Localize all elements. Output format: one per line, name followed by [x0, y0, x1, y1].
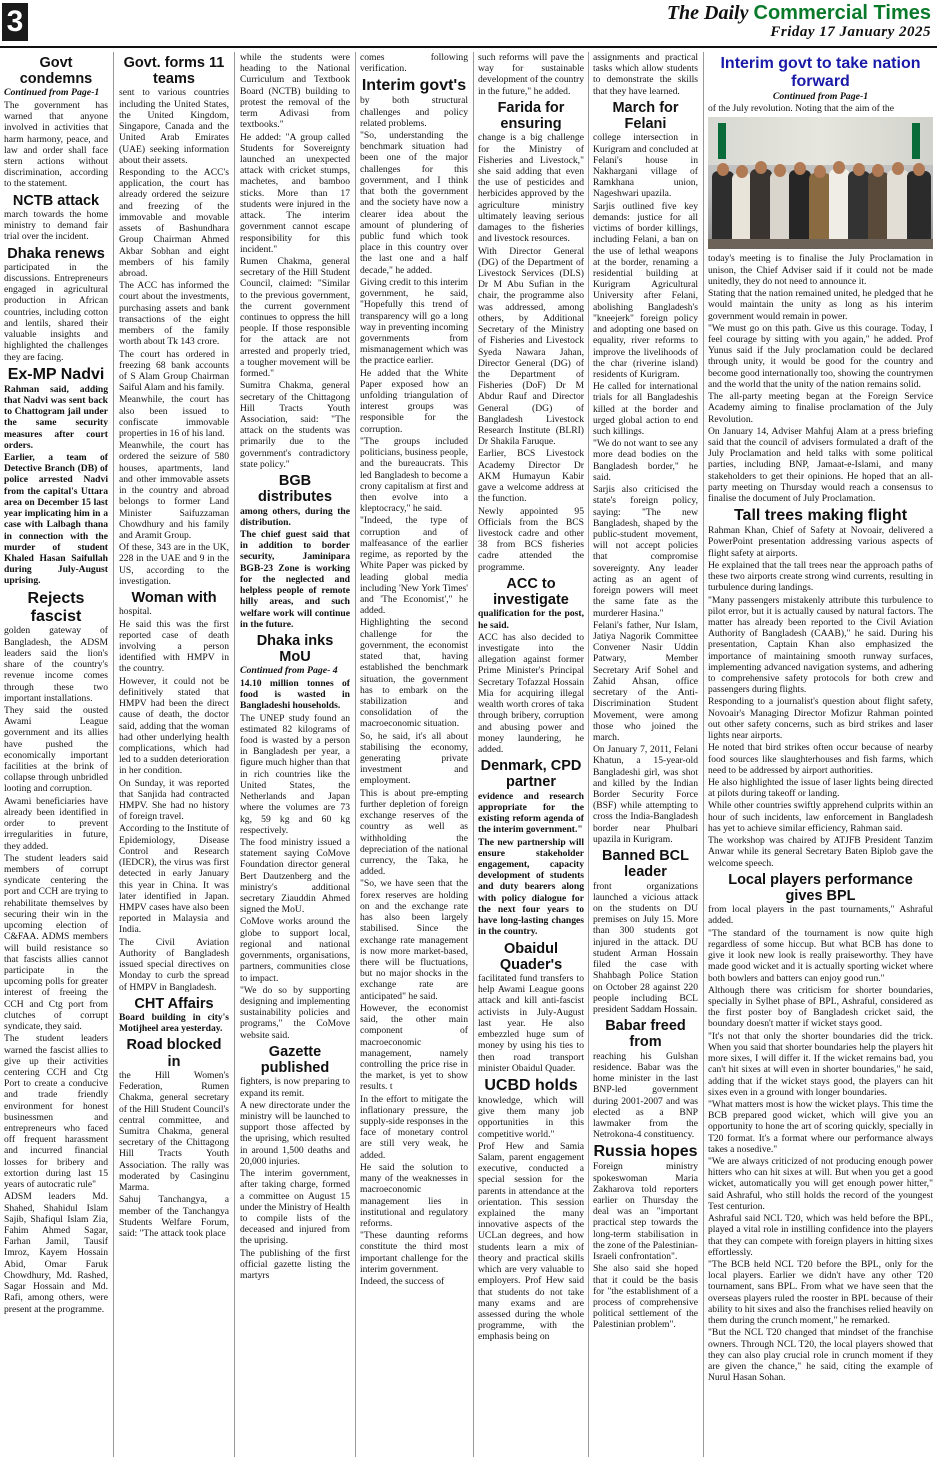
paragraph: He said this was the first reported case of death involving a person identified with HMPV in the country.: [119, 618, 229, 675]
paragraph: However, it could not be definitively stated that HMPV had been the direct cause of death, the doctor said, adding that the woman had other underlying health complications, which had led to a sudden deterioration in her condition.: [119, 675, 229, 777]
paragraph: knowledge, which will give them many job opportunities in this competitive world.": [478, 1094, 584, 1140]
paragraph: Foreign ministry spokeswoman Maria Zakharova told reporters earlier on Thursday the deal was an "important practical step towards the long-term stabilisation in the zone of the Palestinian-Israeli confrontation".: [593, 1161, 698, 1263]
headline-cht-affairs: CHT Affairs: [134, 995, 214, 1012]
paragraph: ACC has also decided to investigate into the allegation against former Prime Minister's Principal Secretary Tofazzal Hossain Mia for acquiring illegal wealth worth crores of taka through bribery, corruption and abusing power and money laundering, he added.: [478, 631, 584, 755]
paragraph: Stating that the nation remained united, he pledged that he would maintain the unity as long as his interim government would remain in power.: [708, 288, 933, 322]
continued-label: Continued from Page-1: [772, 90, 869, 102]
headline-denmark-cpd-partner: Denmark, CPD partner: [480, 758, 582, 791]
column-1: [4, 52, 108, 1457]
paragraph: Indeed, the success of: [360, 1276, 445, 1288]
paragraph: "Many passengers mistakenly attribute this turbulence to pilot error, but it is actually caused by natural factors. The matter has already been reported to the Civil Aviation Authority of Bangladesh (CAAB)," he said. During his presentation, Captain Khan also emphasized the importance of maintaining smooth runway surfaces, implementing advanced navigation systems, and adhering to comprehensive safety protocols for both crew and passengers during flights.: [708, 594, 933, 696]
paragraph: "Indeed, the type of corruption and of malfeasance of the earlier regime, as reported by the White Paper was picked by leading global media including 'New York Times' and 'The Economist'," he added.: [360, 515, 468, 617]
paragraph: Rumen Chakma, general secretary of the Hill Student Council, claimed: "Similar to the previous government, the current government continues to oppress the hill people. If those responsible for the attack are not arrested and properly tried, a tougher movement will be formed.": [240, 255, 350, 380]
paragraph: On January 7, 2011, Felani Khatun, a 15-year-old Bangladeshi girl, was shot and killed by the Indian Border Security Force (BSF) while attempting to cross the India-Bangladesh border near Phulbari upazila in Kurigram.: [593, 744, 698, 845]
paragraph: such reforms will pave the way for sustainable development of the country in the future," he added.: [478, 52, 584, 97]
paragraph: "So, understanding the benchmark situation had been one of the major challenges for this government, and I think that both the government and the society have now a clearer idea about the amount of plundering of public fund which took place in this country over the last one and a half decade," he added.: [360, 130, 468, 276]
paragraph: golden gateway of Bangladesh, the ADSM leaders said the lion's share of the country's revenue income comes through these two important installations.: [4, 625, 108, 704]
continued-label: Continued from Page-1: [4, 87, 100, 99]
paragraph: While other countries swiftly apprehend culprits within an hour of such incidents, law enforcement in Bangladesh has yet to achieve similar efficiency, Rahman said.: [708, 800, 933, 834]
paragraph: Highlighting the second challenge for the government, the economist stated that, having established the benchmark situation, the government has to embark on the stabilization and consolidation of the macroeconomic situation.: [360, 617, 468, 730]
paragraph: They said the ousted Awami League government and its allies have pushed the economically important facilities at the brink of collapse through unbridled looting and corruption.: [4, 704, 108, 795]
headline-acc-to-investigate: ACC to investigate: [493, 575, 569, 609]
paragraph: Responding to the ACC's application, the court has already ordered the seizure and freezing of the immovable and movable assets of Bashundhara Group Chairman Ahmed Akbar Sobhan and eight members of his family abroad.: [119, 167, 229, 279]
paragraph: Sumitra Chakma, general secretary of the Chittagong Hill Tracts Youth Association, said: "The attack on the students was primarily due to the government's contradictory state policy.": [240, 380, 350, 470]
paragraph: He noted that bird strikes often occur because of nearby food sources like slaughterhouses and fish farms, which need to be addressed by airport authorities.: [708, 742, 933, 776]
column-7: [708, 52, 933, 1457]
paragraph: He also highlighted the issue of laser lights being directed at pilots during takeoff or landing.: [708, 777, 933, 800]
headline-govt-forms-teams: Govt. forms 11 teams: [123, 55, 225, 88]
column-divider: [703, 52, 704, 1457]
paragraph: "What matters most is how the wicket plays. This time the BCB prepared good wicket, which will give you an opportunity to hone the art of scoring quickly, specially in T20 format. It's a format where our performance always takes a nosedive.": [708, 1098, 933, 1155]
column-divider: [355, 52, 356, 1457]
paragraph: hospital.: [119, 606, 152, 618]
paragraph: He explained that the tall trees near the approach paths of these two airports create strong wind currents, resulting in turbulence during landings.: [708, 559, 933, 594]
paragraph: facilitated fund transfers to help Awami League goons attack and kill anti-fascist activists in July-August last year. He also embezzled huge sum of money by using his ties to then road transport minister Obaidul Quader.: [478, 972, 584, 1074]
paragraph: "We do not want to see any more dead bodies on the Bangladesh border," he said.: [593, 438, 698, 483]
paragraph: Ashraful said NCL T20, which was held before the BPL, played a vital role in instilling confidence into the players that they can compete with foreign players in hitting sixes effortlessly.: [708, 1213, 933, 1258]
issue-date: Friday 17 January 2025: [770, 24, 931, 40]
paragraph: "We must go on this path. Give us this courage. Today, I feel courage by sitting with you again," he added. Prof Yunus said if the July proclamation could be declared through unity, it would be good for the country and become good internationally too, showing the countrymen and the world that the unity of the nation remains solid.: [708, 322, 933, 390]
paragraph: The chief guest said that in addition to border security, Jaminipara BGB-23 Zone is working for the neglected and helpless people of remote hilly areas, and such welfare work will continue in the future.: [240, 529, 350, 630]
masthead-rule: [0, 46, 937, 48]
paragraph: CoMove works around the globe to support local, regional and national governments, organisations, partners, communities close to impact.: [240, 916, 350, 984]
paragraph: from local players in the past tournaments," Ashraful added.: [708, 904, 933, 927]
paragraph: "The groups included politicians, business people, and the bureaucrats. This led Bangladesh to become a crony capitalism at first and then evolve into a kleptocracy," he said.: [360, 435, 468, 515]
paragraph: On January 14, Adviser Mahfuj Alam at a press briefing said that the council of advisers formulated a draft of the July Proclamation and held talks with some political parties, including BNP, Jamaat-e-Islami, and many stakeholders to get their opinions. He hoped that an all-party meeting on Thursday would reach a consensus to finalise the document of July Proclamation.: [708, 425, 933, 505]
paragraph: Rahman said, adding that Nadvi was sent back to Chattogram jail under the same security measures after court orders.: [4, 383, 108, 451]
headline-road-blocked: Road blocked in: [126, 1037, 222, 1070]
paragraph: participated in the discussions. Entrepreneurs engaged in agricultural production in African countries, including cotton and lentils, shared their valuable insights and highlighted the challenges they are facing.: [4, 261, 108, 363]
paragraph: comes following verification.: [360, 52, 468, 75]
paragraph: She also said she hoped that it could be the basis for "the establishment of a process of comprehensive political settlement of the Palestinian problem".: [593, 1263, 698, 1331]
paragraph: "But the NCL T20 changed that mindset of the franchise owners. Through NCL T20, the local players showed that they can also play crucial role in crunch moment if they are given the chance," he said, citing the example of Nurul Hasan Sohan.: [708, 1327, 933, 1384]
paragraph: "We do so by supporting designing and implementing sustainability policies and programs," the CoMove website said.: [240, 984, 350, 1041]
paragraph: He added that the White Paper exposed how an unfolding triangulation of interest groups was responsible for the corruption.: [360, 367, 468, 435]
paragraph: The new partnership will ensure stakeholder engagement, capacity development of students and duty bearers along with policy dialogue for the next four years to have long-lasting changes in the country.: [478, 836, 584, 938]
paragraph: Felani's father, Nur Islam, Jatiya Nagorik Committee Convener Nasir Uddin Patwary, Member Secretary Arif Sohel and Zahid Ahsan, office secretary of the Anti-Discrimination Student Movement, were among those who joined the march.: [593, 619, 698, 743]
paragraph: "We are always criticized of not producing enough power hitters who can hit sixes at will. But when you get a good wicket, automatically you will get enough power hitter," said Ashraful, who still holds the record of the youngest Test centurion.: [708, 1156, 933, 1212]
column-3: [240, 52, 350, 1457]
paragraph: According to the Institute of Epidemiology, Disease Control and Research (IEDCR), the virus was first detected in early January this year in China. It was later identified in Japan. HMPV cases have also been reported in Malaysia and India.: [119, 823, 229, 936]
paragraph: the Hill Women's Federation, Rumen Chakma, general secretary of the Hill Student Council's central committee, and Sumitra Chakma, general secretary of the Chittagong Hill Tracts Youth Association. The rally was moderated by Casinginu Marma.: [119, 1069, 229, 1194]
paragraph: Sarjis also criticised the state's foreign policy, saying: "The new Bangladesh, shaped by the public-student movement, will not accept policies that compromise sovereignty. Any leader acting as an agent of foreign powers will meet the same fate as the murderer Hasina.": [593, 484, 698, 619]
headline-tall-trees: Tall trees making flight: [733, 507, 908, 525]
column-5: [478, 52, 584, 1457]
paragraph: The workshop was chaired by ATJFB President Tanzim Anwar while its general Secretary Baten Biplob gave the welcome speech.: [708, 835, 933, 869]
paragraph: ADSM leaders Md. Shahed, Shahidul Islam Sajib, Shafiqul Islam Zia, Fahim Ahmed Sagar, Farhan Jamil, Tausif Imroz, Kayem Hossain Abid, Omar Faruk Chowdhury, Md. Rashed, Sagar Hossain and Md. Rafi, among others, were present at the programme.: [4, 1191, 108, 1315]
headline-obaidul-quaders: Obaidul Quader's: [499, 940, 563, 973]
paragraph: Of these, 343 are in the UK, 228 in the UAE and 9 in the US, according to the investigation.: [119, 542, 229, 587]
paragraph: today's meeting is to finalise the July Proclamation in unison, the Chief Adviser said if it could not be made unitedly, they do not need to announce it.: [708, 253, 933, 287]
headline-farida-for-ensuring: Farida for ensuring: [497, 99, 565, 133]
paragraph: Although there was criticism for shorter boundaries, specially in Sylhet phase of BPL, Ashraful, considered as the first poster boy of Bangladesh cricket said, the boundary doesn't matter if wicket stays good.: [708, 984, 933, 1030]
headline-woman-with: Woman with: [131, 590, 217, 607]
paragraph: Awami beneficiaries have already been identified in order to prevent irregularities in future, they added.: [4, 795, 108, 852]
paragraph: In the effort to mitigate the inflationary pressure, the supply-side responses in the face of monetary control are still very weak, he added.: [360, 1093, 468, 1161]
headline-bgb-distributes: BGB distributes: [257, 473, 333, 506]
headline-govt-condemns: Govt condemns: [19, 55, 93, 88]
headline-dhaka-renews: Dhaka renews: [7, 245, 105, 262]
paragraph: of the July revolution. Noting that the aim of the: [708, 103, 894, 115]
headline-gazette-published: Gazette published: [260, 1043, 330, 1077]
column-divider: [473, 52, 474, 1457]
column-divider: [234, 52, 235, 1457]
paragraph: The food ministry issued a statement saying CoMove Foundation director general Bert Dautzenberg and the ministry's additional secretary Ziauddin Ahmed signed the MoU.: [240, 836, 350, 916]
newspaper-name: [667, 2, 931, 25]
column-2: [119, 52, 229, 1457]
paragraph: by both structural challenges and policy related problems.: [360, 95, 468, 129]
paragraph: change is a big challenge for the Ministry of Fisheries and Livestock," she said adding that even the use of pesticides and herbicides approved by the agriculture ministry ultimately leaving serious damages to the fisheries and livestock resources.: [478, 132, 584, 245]
page-number: 3: [2, 3, 28, 41]
paragraph: Meanwhile, the court has also been issued to confiscate immovable properties in 16 of his land.: [119, 394, 229, 440]
headline-ex-mp-nadvi: Ex-MP Nadvi: [7, 365, 105, 383]
column-divider: [113, 52, 114, 1457]
paragraph: "It's not that only the shorter boundaries did the trick. When you said that shorter boundaries help the players hit more sixes, I will differ it. If the wicket remains bad, you can't hit sixes at will even in shorter boundaries," he said, adding that if the wicket stays good, the players can hit sixes even in a ground with longer boundaries.: [708, 1030, 933, 1098]
paragraph: Responding to a journalist's question about flight safety, Novoair's Managing Director Mofizur Rahman pointed out other safety concerns, such as bird strikes and laser lights near airports.: [708, 696, 933, 742]
paragraph: The ACC has informed the court about the investments, purchasing assets and bank transactions of the eight members of the family worth about Tk 143 crore.: [119, 280, 229, 348]
paragraph: front organizations launched a vicious attack on the students on DU premises on July 15. More than 300 students got injured in the attack. DU student Arman Hossain filed the case with Shahbagh Police Station on October 28 against 220 people including BCL president Saddam Hossain.: [593, 880, 698, 1015]
paragraph: The publishing of the first official gazette listing the martyrs: [240, 1247, 350, 1282]
paragraph: march towards the home ministry to demand fair trial over the incident.: [4, 208, 108, 243]
headline-dhaka-inks-mou: Dhaka inks MoU: [256, 632, 334, 666]
paragraph: sent to various countries including the United States, the United Kingdom, Singapore, Canada and the United Arab Emirates (UAE) seeking information about their assets.: [119, 87, 229, 166]
paragraph: Earlier, a team of Detective Branch (DB) of police arrested Nadvi from the capital's Uttara area on December 15 last year implicating him in a case with Lalbagh thana in connection with the murder of student Khaled Hasan Saifullah during July-August uprising.: [4, 451, 108, 587]
headline-banned-bcl-leader: Banned BCL leader: [602, 848, 689, 881]
paragraph: The court has ordered in freezing 68 bank accounts of S Alam Group Chairman Saiful Alam and his family.: [119, 348, 229, 394]
headline-ucbd-holds: UCBD holds: [484, 1076, 578, 1094]
paragraph: The all-party meeting began at the Foreign Service Academy aiming to finalise proclamation of the July Revolution.: [708, 391, 933, 425]
paragraph: Prof Hew and Samia Salam, parent engagement executive, conducted a special session for the parents in attendance at the orientation. This session explained the many innovative aspects of the UCLan degrees, and how students learn a mix of theory and practical skills which are very valuable to employers. Prof Hew said that students do not take many exams and are assessed during the whole programme, with the emphasis being on: [478, 1140, 584, 1343]
paragraph: Earlier, BCS Livestock Academy Director Dr AKM Humayun Kabir gave a welcome address at the function.: [478, 448, 584, 505]
paragraph: He added: "A group called Students for Sovereignty launched an unexpected attack with cricket stumps, machetes, and bamboo sticks. More than 17 students were injured in the attack. The interim government cannot escape responsibility for this incident.": [240, 131, 350, 255]
paragraph: On Sunday, it was reported that Sanjida had contracted HMPV. She had no history of foreign travel.: [119, 777, 229, 823]
paragraph: qualification for the post, he said.: [478, 608, 584, 631]
paragraph: Rahman Khan, Chief of Safety at Novoair, delivered a PowerPoint presentation addressing various aspects of flight safety at airports.: [708, 525, 933, 559]
paragraph: With Director General (DG) of the Department of Livestock Services (DLS) Dr M Abu Sufian in the chair, the programme also was addressed, among others, by Additional Secretary of the Ministry of Fisheries and Livestock Syeda Nawara Jahan, Director General (DG) of the Department of Fisheries (DoF) Dr M Abdur Rauf and Director General (DG) of Bangladesh Livestock Research Institute (BLRI) Dr Shakila Faruque.: [478, 245, 584, 448]
paragraph: Meanwhile, the court has ordered the seizure of 580 houses, apartments, land and other immovable assets in the country and abroad belongs to former Land Minister Saifuzzaman Chowdhury and his family and Aramit Group.: [119, 440, 229, 541]
paragraph: among others, during the distribution.: [240, 505, 350, 528]
paragraph: The interim government, after taking charge, formed a committee on August 15 under the Ministry of Health to compile lists of the deceased and injured from the uprising.: [240, 1168, 350, 1247]
paragraph: The UNEP study found an estimated 82 kilograms of food is wasted by a person in Bangladesh per year, a figure much higher than that in rich countries like the United States, the Netherlands and Japan where the volumes are 73 kg, 59 kg and 60 kg respectively.: [240, 712, 350, 836]
headline-russia-hopes: Russia hopes: [593, 1143, 698, 1161]
paragraph: "The BCB held NCL T20 before the BPL, only for the local players. Earlier we didn't have any other T20 tournament, sans BPL. From what we have seen that the overseas players ruled the rooster in BPL because of their ability to hit sixes and also the franchises relied heavily on them during the crunch moment," he remarked.: [708, 1259, 933, 1327]
paragraph: He called for international trials for all Bangladeshis killed at the border and urged global action to end such killings.: [593, 381, 698, 438]
column-divider: [588, 52, 589, 1457]
paragraph: reaching his Gulshan residence. Babar was the home minister in the last BNP-led government during 2001-2007 and was elected as a BNP lawmaker from the Netrokona-4 constituency.: [593, 1050, 698, 1141]
paragraph: The student leaders said members of corrupt syndicate centering the port and CCH are trying to rehabilitate themselves by securing their win in the upcoming election of C&FAA. ADMS members will build resistance so that fascists allies cannot participate in the upcoming polls for greater interest of freeing the CCH and Ctg port from clutches of corrupt syndicate, they said.: [4, 852, 108, 1033]
paragraph: "So, we have seen that the forex reserves are holding on and the exchange rate has also been largely stabilised. Since the exchange rate management is now more market-based, there will be fluctuations, but no major shocks in the exchange rate are anticipated" he said.: [360, 878, 468, 1002]
paper-brand: Commercial Times: [753, 2, 931, 24]
paragraph: The Civil Aviation Authority of Bangladesh issued special directives on Monday to curb the spread of HMPV in Bangladesh.: [119, 936, 229, 993]
continued-label: Continued from Page- 4: [240, 665, 338, 677]
paragraph: Sahuj Tanchangya, a member of the Tanchangya Students Welfare Forum, said: "The attack took place: [119, 1194, 229, 1239]
paragraph: assignments and practical tasks which allow students to demonstrate the skills that they have learned.: [593, 52, 698, 97]
paragraph: A new directorate under the ministry will be launched to support those affected by the uprising, which resulted in around 1,500 deaths and 20,000 injuries.: [240, 1099, 350, 1167]
paragraph: The student leaders warned the fascist allies to give up their activities centering CCH and Ctg Port to create a conducive and trade friendly environment for honest businessmen and entrepreneurs who faced off frequent harassment and incurred financial losses for bribery and extortion during last 15 years of autocratic rule": [4, 1033, 108, 1191]
paragraph: "The standard of the tournament is now quite high regardless of some hiccup. But what BCB has done to give it look new look is really praiseworthy. They have made good wicket and it is actually sporting wicket where both bowlers and batters can enjoy good run.": [708, 927, 933, 984]
paragraph: college intersection in Kurigram and concluded at Felani's house in Nakhargani village of Ramkhana union, Nageshwari upazila.: [593, 132, 698, 200]
headline-nctb-attack: NCTB attack: [12, 192, 100, 209]
paper-prefix: The Daily: [666, 2, 749, 24]
column-6: [593, 52, 698, 1457]
headline-march-for-felani: March for Felani: [612, 99, 679, 133]
paragraph: Newly appointed 95 Officials from the BCS livestock cadre and other 38 from BCS fisheries cadre attended the programme.: [478, 505, 584, 573]
paragraph: evidence and research appropriate for the existing reform agenda of the interim government.": [478, 790, 584, 836]
paragraph: Board building in city's Motijheel area yesterday.: [119, 1012, 229, 1035]
paragraph: He said the solution to many of the weaknesses in macroeconomic management lies in institutional and regulatory reforms.: [360, 1161, 468, 1229]
masthead: [0, 0, 937, 46]
paragraph: This is about pre-empting further depletion of foreign exchange reserves of the country as well as withholding the depreciation of the national currency, the Taka, he added.: [360, 787, 468, 878]
headline-interim-govt-nation: Interim govt to take nation forward: [720, 55, 921, 90]
headline-rejects-fascist: Rejects fascist: [27, 589, 85, 625]
column-4: [360, 52, 468, 1457]
headline-local-players-bpl: Local players performance gives BPL: [728, 871, 913, 904]
paragraph: Giving credit to this interim government, he said, "Hopefully this trend of transparency will go a long way in preventing incoming governments from mismanagement which was the practice earlier.: [360, 276, 468, 367]
group-photo: [708, 117, 933, 249]
headline-interim-govts: Interim govt's: [361, 77, 467, 95]
paragraph: Sarjis outlined five key demands: justice for all victims of border killings, including Felani, a ban on the use of lethal weapons at the border, renaming a residential building at Kurigram Agricultural University after Felani, abolishing Bangladesh's "kneejerk" foreign policy and adopting one based on equality, river reforms to improve the livelihoods of the char (riverine island) residents of Kurigram.: [593, 200, 698, 380]
paragraph: 14.10 million tonnes of food is wasted in Bangladeshi households.: [240, 677, 350, 712]
paragraph: So, he said, it's all about stabilising the economy, generating private investment and employment.: [360, 730, 468, 787]
paragraph: while the students were heading to the National Curriculum and Textbook Board (NCTB) building to protest the removal of the term Adivasi from textbooks.": [240, 52, 350, 131]
paragraph: "These daunting reforms constitute the third most important challenge for the interim government.: [360, 1230, 468, 1275]
paragraph: fighters, is now preparing to expand its remit.: [240, 1076, 350, 1099]
paragraph: The government has warned that anyone involved in activities that harm harmony, peace, and law and order shall face stern actions without discrimination, according to the statement.: [4, 99, 108, 190]
paragraph: However, the economist said, the other main component of macroeconomic management, namely controlling the price rise in the market, is yet to show results. t: [360, 1002, 468, 1093]
headline-babar-freed: Babar freed from: [605, 1018, 686, 1051]
